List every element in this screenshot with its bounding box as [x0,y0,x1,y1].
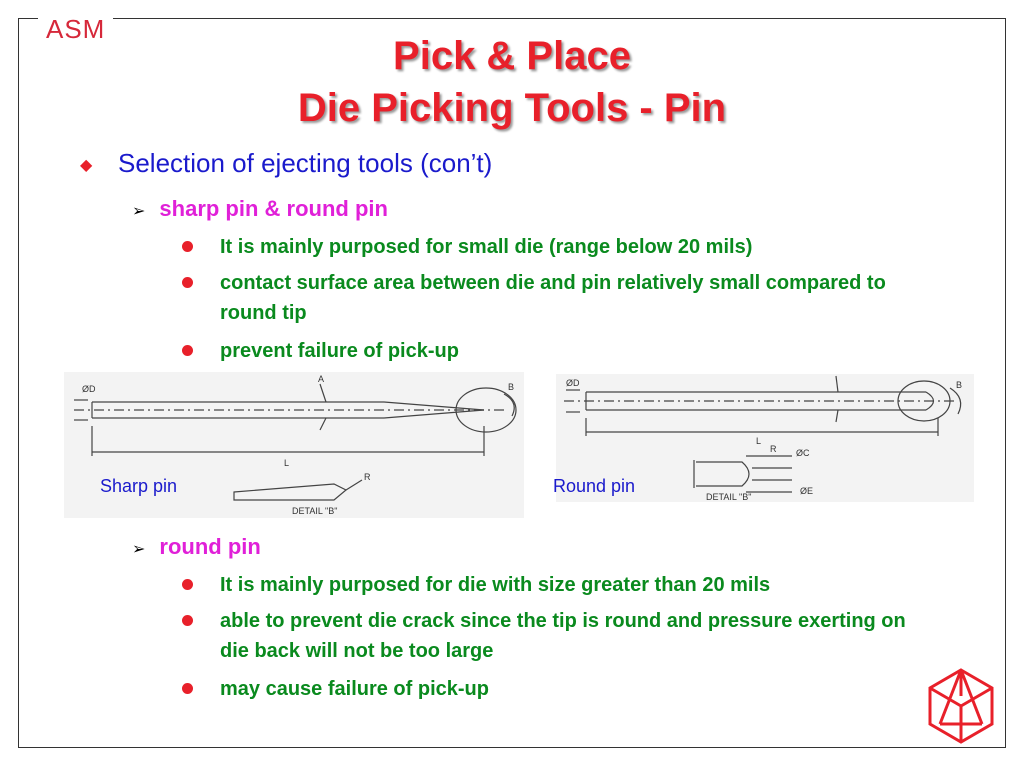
bullet-text: prevent failure of pick-up [220,340,459,362]
asm-emblem-icon [926,666,996,746]
slide-title-line2: Die Picking Tools - Pin [297,86,727,130]
bullet-text: It is mainly purposed for small die (range below 20 mils) [220,236,753,258]
label-r: R [364,472,371,482]
label-diameter-d: ØD [566,378,580,388]
label-a: A [318,374,325,384]
sub-heading-round [132,534,261,560]
label-diameter-d: ØD [82,384,96,394]
slide-title-line1: Pick & Place [393,34,631,78]
dot-bullet-icon [182,683,193,694]
label-b: B [956,380,963,390]
label-diameter-c: ØC [796,448,810,458]
bullet-text: contact surface area between die and pin relatively small compared to round tip [220,272,886,324]
label-l: L [284,458,290,468]
dot-bullet-icon [182,345,193,356]
dot-bullet-icon [182,277,193,288]
bullet-text: It is mainly purposed for die with size greater than 20 mils [220,574,771,596]
diamond-bullet-icon: ◆ [80,157,93,174]
arrow-bullet-icon: ➢ [132,203,146,220]
label-b: B [508,382,515,392]
arrow-bullet-icon: ➢ [132,541,146,558]
asm-logo: ASM [38,14,113,45]
main-bullet-text: Selection of ejecting tools (con’t) [118,148,493,178]
dot-bullet-icon [182,579,193,590]
sub-heading-text: round pin [159,534,261,559]
dot-bullet-icon [182,615,193,626]
label-r: R [770,444,777,454]
label-detail: DETAIL "B" [706,492,752,502]
label-detail: DETAIL "B" [292,506,338,516]
sub-heading-text: sharp pin & round pin [159,196,388,221]
label-diameter-e: ØE [800,486,814,496]
round-pin-caption: Round pin [553,476,636,496]
bullet-text: able to prevent die crack since the tip is round and pressure exerting on die back will not be too large [220,610,906,662]
bullet-text: may cause failure of pick-up [220,678,489,700]
sub-heading-sharp-round [132,196,388,222]
dot-bullet-icon [182,241,193,252]
label-l: L [756,436,762,446]
sharp-pin-caption: Sharp pin [100,476,178,496]
